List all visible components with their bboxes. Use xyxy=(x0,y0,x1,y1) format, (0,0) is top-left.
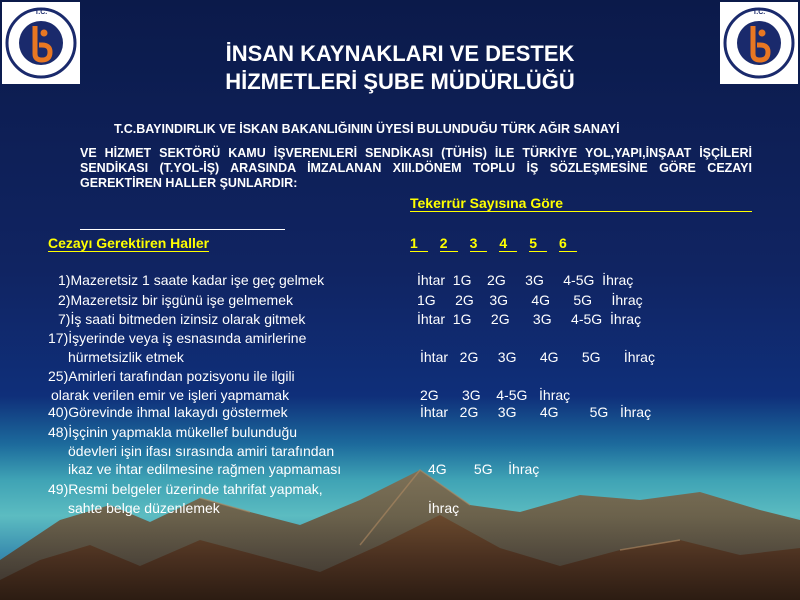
intro-heading: T.C.BAYINDIRLIK VE İSKAN BAKANLIĞININ ÜYESİ BULUNDUĞU TÜRK AĞIR SANAYİ xyxy=(114,122,620,136)
offense-label: 2)Mazeretsiz bir işgünü işe gelmemek xyxy=(58,292,293,308)
offense-label: 40)Görevinde ihmal lakaydı göstermek xyxy=(48,404,288,420)
column-header-5: 5 xyxy=(529,235,547,252)
offense-label: 7)İş saati bitmeden izinsiz olarak gitmek xyxy=(58,311,306,327)
svg-text:T.C.: T.C. xyxy=(34,9,48,16)
offense-label: 49)Resmi belgeler üzerinde tahrifat yapmak, xyxy=(48,481,323,497)
penalty-values: İhraç xyxy=(428,499,460,516)
column-header-1: 1 xyxy=(410,235,428,252)
column-header-4: 4 xyxy=(499,235,517,252)
offense-label: 1)Mazeretsiz 1 saate kadar işe geç gelmek xyxy=(58,272,325,288)
offense-label-continued: ikaz ve ihtar edilmesine rağmen yapmaması xyxy=(68,461,342,477)
page-title-line-1: İNSAN KAYNAKLARI VE DESTEK xyxy=(225,41,575,66)
intro-paragraph: VE HİZMET SEKTÖRÜ KAMU İŞVERENLERİ SENDİKASI (TÜHİS) İLE TÜRKİYE YOL,YAPI,İNŞAAT İŞÇİLERİ SENDİKASI (T.YOL-İŞ) ARASINDA İMZALANAN XIII.DÖNEM TOPLU İŞ SÖZLEŞMESİNE GÖRE CEZAYI GEREKTİREN HALLER ŞUNLARDIR: xyxy=(80,146,752,190)
offense-label-continued: hürmetsizlik etmek xyxy=(68,348,184,365)
penalty-values: 4G 5G İhraç xyxy=(428,461,540,477)
offense-label: 48)İşçinin yapmakla mükellef bulunduğu xyxy=(48,424,298,440)
penalty-values: 2G 3G 4-5G İhraç xyxy=(420,386,571,403)
penalty-values: İhtar 2G 3G 4G 5G İhraç xyxy=(420,404,652,420)
column-header-3: 3 xyxy=(470,235,488,252)
penalty-values: İhtar 1G 2G 3G 4-5G İhraç xyxy=(417,311,642,327)
offense-label: 17)İşyerinde veya iş esnasında amirlerine xyxy=(48,330,307,346)
offense-label: 25)Amirleri tarafından pozisyonu ile ilgili xyxy=(48,368,295,384)
column-header-2: 2 xyxy=(440,235,458,252)
offense-label-continued: sahte belge düzenlemek xyxy=(68,499,220,516)
penalty-values: 1G 2G 3G 4G 5G İhraç xyxy=(417,292,643,308)
offense-label-continued: olarak verilen emir ve işleri yapmamak xyxy=(51,386,290,403)
tekerrur-header: Tekerrür Sayısına Göre xyxy=(410,195,752,212)
offense-label-continued: ödevleri işin ifası sırasında amiri tarafından xyxy=(68,442,335,459)
cezayi-header: Cezayı Gerektiren Haller xyxy=(48,235,210,251)
svg-text:T.C.: T.C. xyxy=(752,9,766,16)
column-header-6: 6 xyxy=(559,235,577,252)
page-title-line-2: HİZMETLERİ ŞUBE MÜDÜRLÜĞÜ xyxy=(225,69,575,94)
penalty-values: İhtar 1G 2G 3G 4-5G İhraç xyxy=(417,272,634,288)
penalty-values: İhtar 2G 3G 4G 5G İhraç xyxy=(420,348,655,365)
